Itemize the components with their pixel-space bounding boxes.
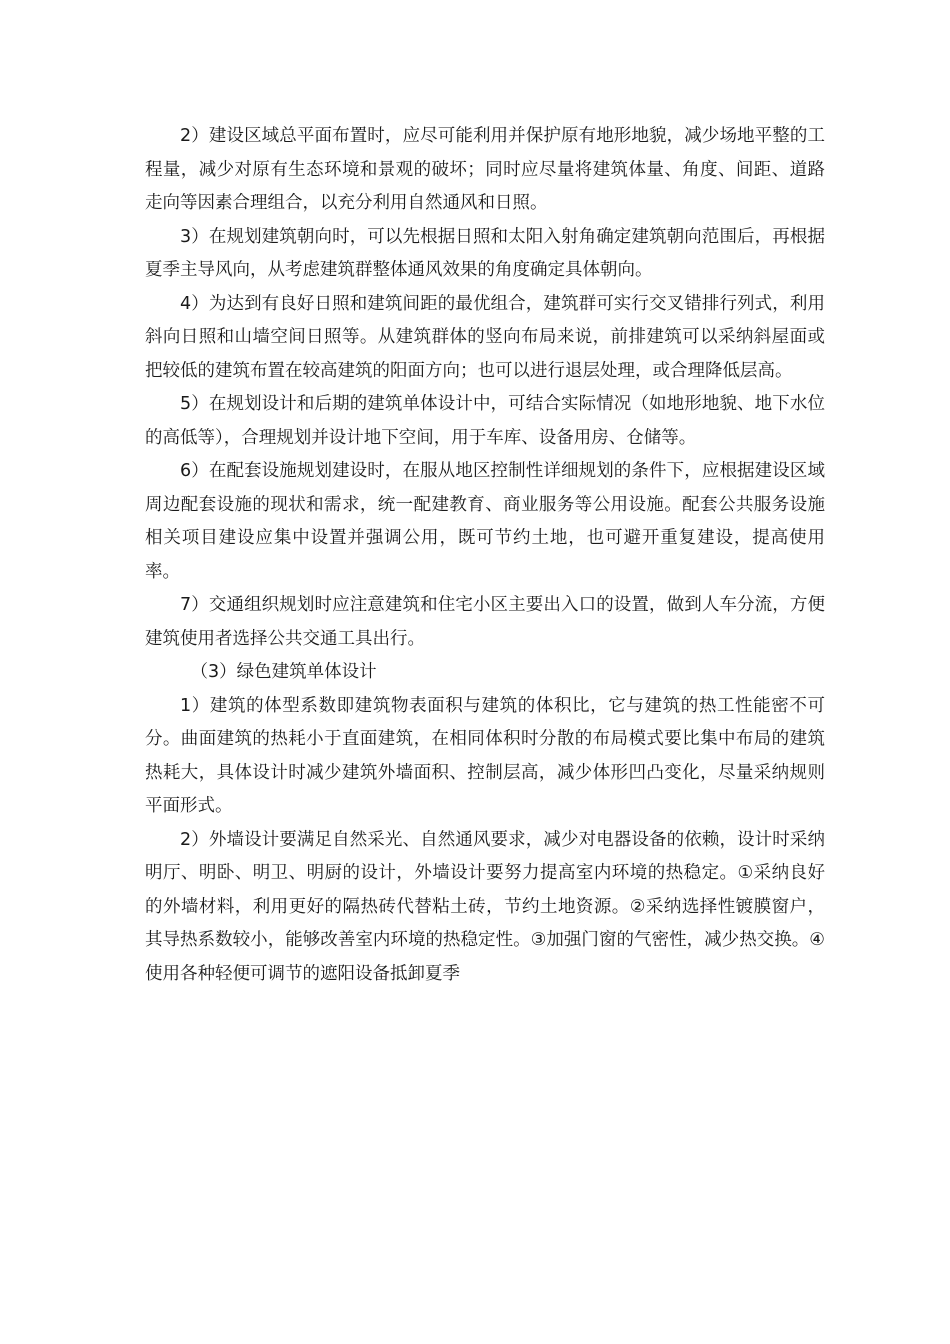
section-heading-single-building-design: （3）绿色建筑单体设计 (190, 662, 377, 682)
paragraph-7-traffic: 7）交通组织规划时应注意建筑和住宅小区主要出入口的设置，做到人车分流，方便建筑使用者选择公共交通工具出行。 (145, 595, 825, 649)
document-body (145, 120, 825, 991)
paragraph-3-orientation: 3）在规划建筑朝向时，可以先根据日照和太阳入射角确定建筑朝向范围后，再根据夏季主导风向，从考虑建筑群整体通风效果的角度确定具体朝向。 (145, 226, 825, 280)
paragraph-2-site-layout: 2）建设区域总平面布置时，应尽可能利用并保护原有地形地貌，减少场地平整的工程量，减少对原有生态环境和景观的破坏；同时应尽量将建筑体量、角度、间距、道路走向等因素合理组合，以充分利用自然通风和日照。 (145, 126, 825, 213)
paragraph-4-sunlight-spacing: 4）为达到有良好日照和建筑间距的最优组合，建筑群可实行交叉错排行列式，利用斜向日照和山墙空间日照等。从建筑群体的竖向布局来说，前排建筑可以采纳斜屋面或把较低的建筑布置在较高建筑的阳面方向；也可以进行退层处理，或合理降低层高。 (145, 293, 825, 381)
paragraph-6-supporting-facilities: 6）在配套设施规划建设时，在服从地区控制性详细规划的条件下，应根据建设区域周边配套设施的现状和需求，统一配建教育、商业服务等公用设施。配套公共服务设施相关项目建设应集中设置并强调公用，既可节约土地，也可避开重复建设，提高使用率。 (145, 461, 825, 582)
paragraph-2-exterior-wall: 2）外墙设计要满足自然采光、自然通风要求，减少对电器设备的依赖，设计时采纳明厅、明卧、明卫、明厨的设计，外墙设计要努力提高室内环境的热稳定。①采纳良好的外墙材料，利用更好的隔热砖代替粘土砖，节约土地资源。②采纳选择性镀膜窗户，其导热系数较小，能够改善室内环境的热稳定性。③加强门窗的气密性，减少热交换。④使用各种轻便可调节的遮阳设备抵卸夏季 (145, 829, 825, 984)
paragraph-5-underground-space: 5）在规划设计和后期的建筑单体设计中，可结合实际情况（如地形地貌、地下水位的高低等），合理规划并设计地下空间，用于车库、设备用房、仓储等。 (145, 394, 825, 448)
paragraph-1-shape-coefficient: 1）建筑的体型系数即建筑物表面积与建筑的体积比，它与建筑的热工性能密不可分。曲面建筑的热耗小于直面建筑，在相同体积时分散的布局模式要比集中布局的建筑热耗大，具体设计时减少建筑外墙面积、控制层高，减少体形凹凸变化，尽量采纳规则平面形式。 (145, 695, 825, 816)
